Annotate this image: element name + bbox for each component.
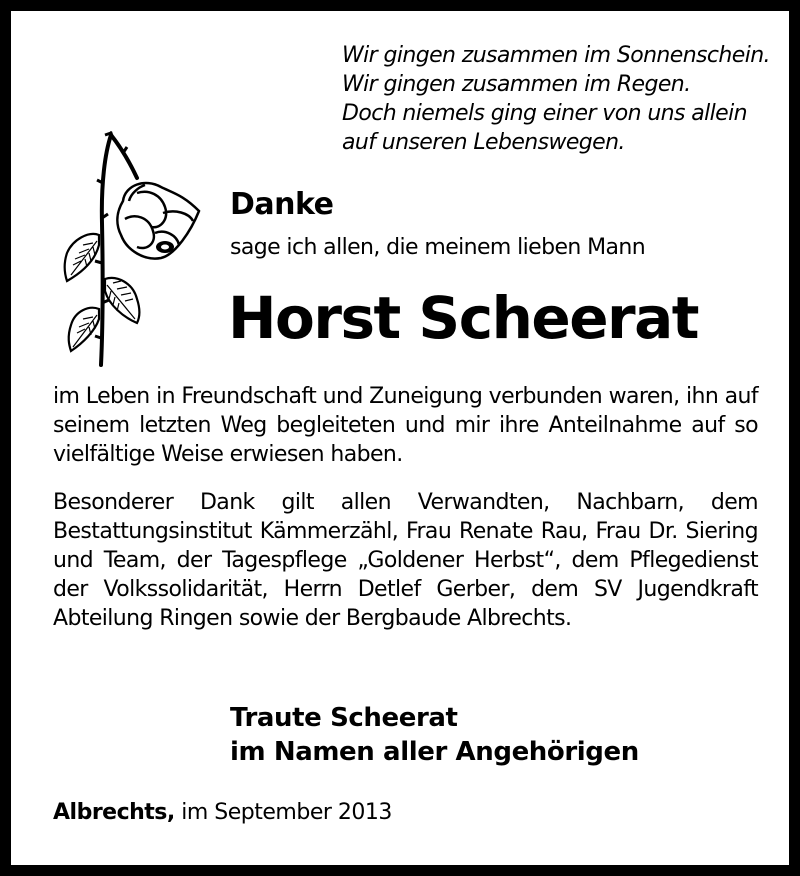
body-paragraph-2: Besonderer Dank gilt allen Verwandten, Nachbarn, dem Bestattungsinstitut Kämmerzähl, Frau Renate Rau, Frau Dr. Siering und Team, der Tagespflege „Goldener Herbst“, dem Pflegedienst der Volkssolidarität, Herrn Detlef Gerber, dem SV Jugendkraft Abteilung Ringen sowie der Bergbaude Albrechts. [53, 490, 758, 631]
drooping-rose-icon [53, 123, 203, 368]
poem [342, 41, 770, 157]
thanks-heading: Danke [230, 187, 334, 222]
signature-line-2: im Namen aller Angehörigen [230, 737, 639, 767]
poem-line-3: Doch niemels ging einer von uns allein [342, 101, 747, 126]
place-date [53, 798, 392, 828]
poem-line-4: auf unseren Lebenswegen. [342, 130, 625, 155]
place-town: Albrechts, [53, 800, 175, 825]
body-paragraph-1: im Leben in Freundschaft und Zuneigung verbunden waren, ihn auf seinem letzten Weg begleiteten und mir ihre Anteilnahme auf so vielfältige Weise erwiesen haben. [53, 384, 758, 467]
poem-line-2: Wir gingen zusammen im Regen. [342, 72, 691, 97]
signature [230, 701, 639, 769]
place-date-text: im September 2013 [181, 800, 392, 825]
signature-name: Traute Scheerat [230, 703, 458, 733]
deceased-name: Horst Scheerat [228, 284, 699, 352]
thanks-intro: sage ich allen, die meinem lieben Mann [230, 235, 646, 260]
poem-line-1: Wir gingen zusammen im Sonnenschein. [342, 43, 770, 68]
